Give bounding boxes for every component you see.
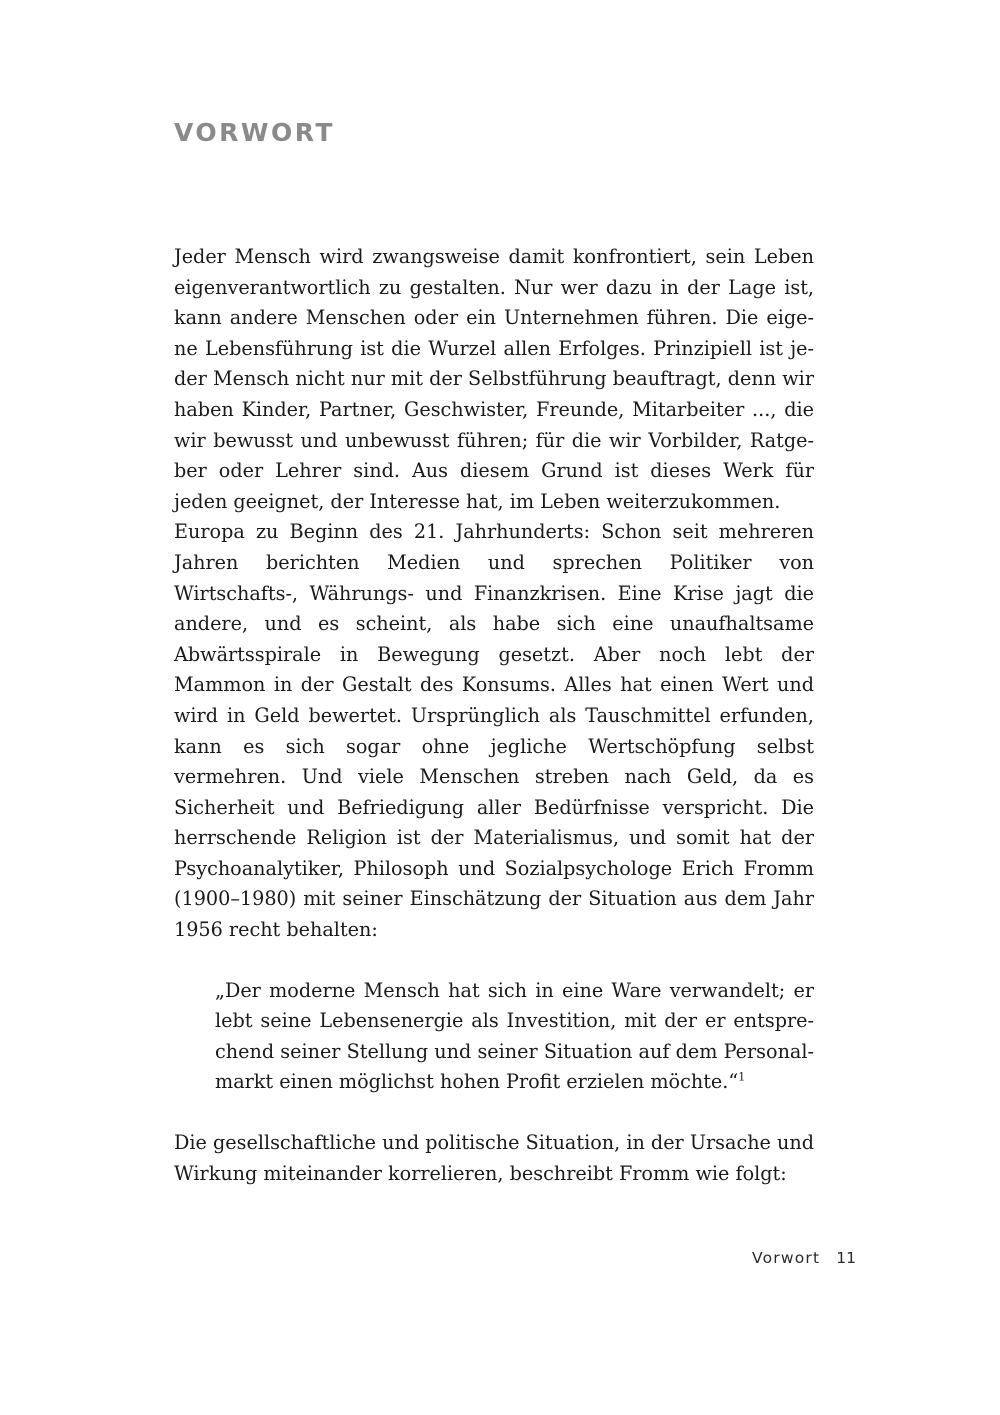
chapter-heading: VORWORT [174, 118, 335, 147]
running-footer [620, 1248, 856, 1268]
running-title: Vorwort [751, 1249, 821, 1267]
body-text [174, 242, 814, 1189]
footnote-reference[interactable]: 1 [738, 1071, 746, 1085]
page-number: 11 [836, 1249, 856, 1267]
quote-text: „Der moderne Mensch hat sich in eine Ware verwandelt; er lebt seine Lebensenergie als Investition, mit der er entsprechend seiner Stellung und seiner Situation auf dem Personalmarkt einen möglichst hohen Profit erzielen möchte.“ [215, 978, 814, 1094]
paragraph-situation: Die gesellschaftliche und politische Situation, in der Ursache und Wirkung miteinander korrelieren, beschreibt Fromm wie folgt: [174, 1131, 815, 1185]
fromm-quote [215, 976, 814, 1098]
paragraph-europe: Europa zu Beginn des 21. Jahrhunderts: Schon seit mehreren Jahren berichten Medien und sprechen Politiker von Wirtschafts-, Währungs- und Finanzkrisen. Eine Krise jagt die andere, und es scheint, als habe sich eine unaufhaltsame Abwärtsspirale in Bewegung gesetzt. Aber noch lebt der Mammon in der Gestalt des Konsums. Alles hat einen Wert und wird in Geld bewertet. Ursprünglich als Tauschmittel erfunden, kann es sich sogar ohne jegliche Wertschöpfung selbst vermehren. Und viele Menschen streben nach Geld, da es Sicherheit und Befriedigung aller Bedürfnisse verspricht. Die herrschende Religion ist der Materialismus, und somit hat der Psychoanalytiker, Philosoph und Sozialpsychologe Erich Fromm (1900–1980) mit seiner Einschätzung der Situation aus dem Jahr 1956 recht behalten: [174, 520, 814, 942]
paragraph-intro: Jeder Mensch wird zwangsweise damit konfrontiert, sein Leben eigenverantwortlich zu gestalten. Nur wer dazu in der Lage ist, kann andere Menschen oder ein Unternehmen führen. Die eigene Lebensführung ist die Wurzel allen Erfolges. Prinzipiell ist jeder Mensch nicht nur mit der Selbstführung beauftragt, denn wir haben Kinder, Partner, Geschwister, Freunde, Mitarbeiter ..., die wir bewusst und unbewusst führen; für die wir Vorbilder, Ratgeber oder Lehrer sind. Aus diesem Grund ist dieses Werk für jeden geeignet, der Interesse hat, im Leben weiterzukommen. [174, 245, 814, 513]
